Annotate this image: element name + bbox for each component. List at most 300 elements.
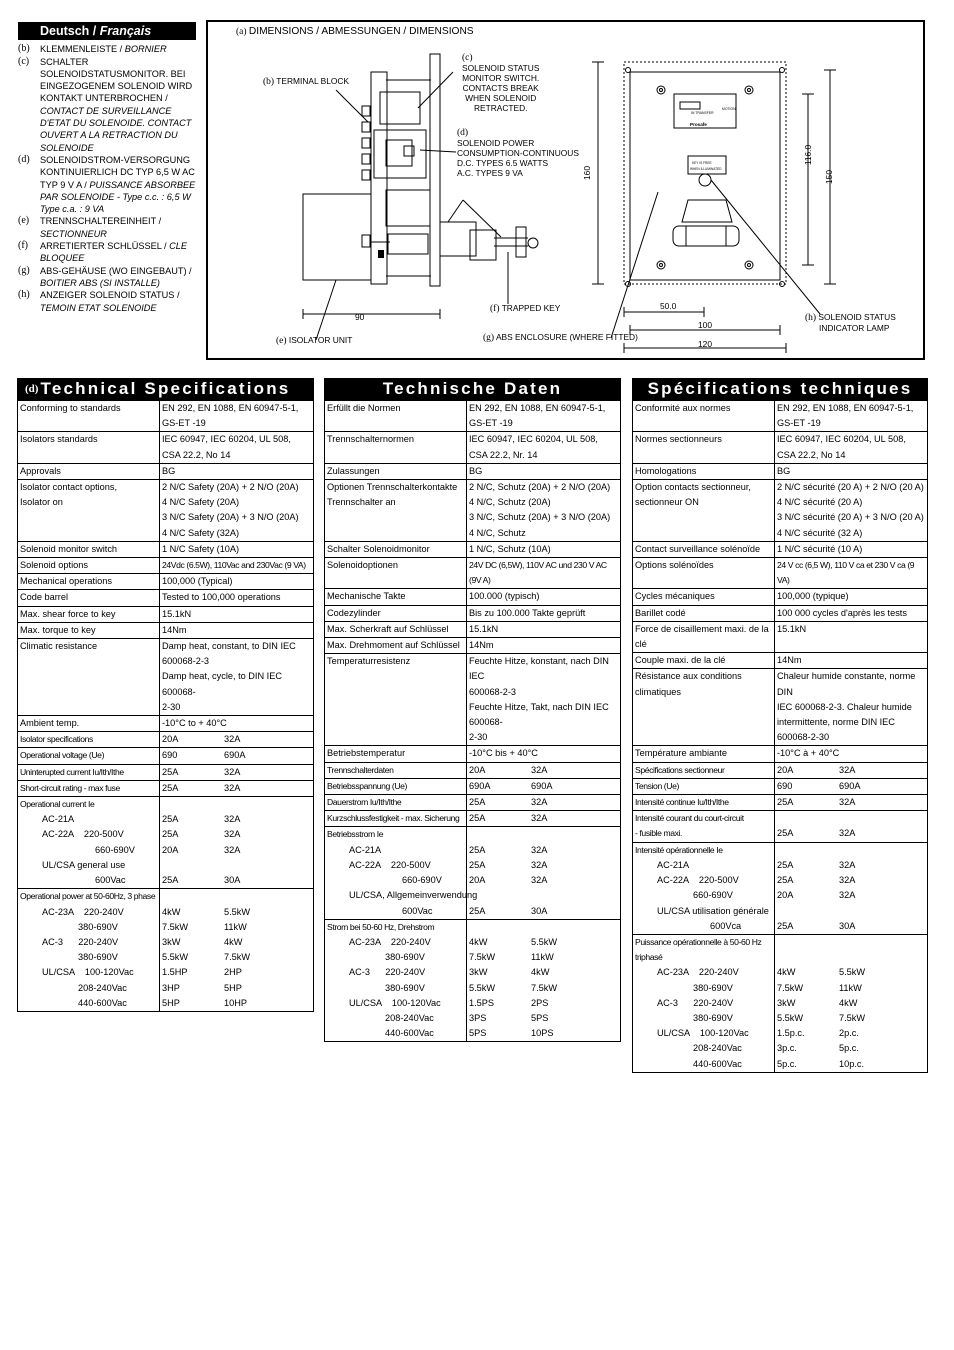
indicator-lamp — [699, 174, 711, 186]
spec-key — [325, 811, 467, 827]
value-32a: 690A — [224, 750, 246, 761]
spec-value — [467, 654, 621, 746]
spec-value-line: 100 000 cycles d'après les tests — [777, 607, 907, 618]
spec-value — [775, 621, 928, 652]
spec-value — [467, 480, 621, 542]
value-32a: 5HP — [224, 982, 242, 993]
spec-sub-key: UL/CSA, Allgemeinverwendung — [349, 890, 478, 901]
spec-key — [633, 558, 775, 589]
spec-value-line — [469, 996, 618, 1011]
value-20a: 3PS — [469, 1012, 487, 1023]
spec-value-line — [777, 1026, 925, 1041]
spec-key — [633, 653, 775, 669]
dim-50: 50.0 — [660, 301, 677, 311]
spec-key — [633, 480, 775, 542]
spec-key — [633, 842, 775, 934]
spec-key — [325, 638, 467, 654]
spec-key-text: Max. Drehmoment auf Schlüssel — [327, 640, 460, 651]
spec-value-line: 600068-2-3 — [469, 686, 516, 697]
spec-value-line — [469, 888, 618, 903]
spec-key — [325, 762, 467, 778]
spec-sub-key: UL/CSA utilisation générale — [657, 905, 769, 916]
value-32a: 30A — [839, 920, 856, 931]
spec-value-line: GS-ET -19 — [777, 418, 821, 429]
value-20a: 25A — [162, 875, 179, 886]
spec-value — [160, 558, 314, 574]
spec-value-line: BG — [162, 465, 176, 476]
spec-key — [633, 401, 775, 432]
spec-row-short-circuit — [633, 811, 928, 842]
spec-value-line — [469, 843, 618, 858]
spec-value-line: IEC 60947, IEC 60204, UL 508, — [469, 434, 598, 445]
spec-row — [18, 432, 314, 463]
spec-key — [325, 558, 467, 589]
value-32a: 5PS — [531, 1012, 549, 1023]
value-32a: 32A — [531, 813, 548, 824]
value-20a: 3p.c. — [777, 1043, 797, 1054]
spec-key — [18, 541, 160, 557]
spec-row — [325, 605, 621, 621]
value-32a: 32A — [839, 764, 856, 775]
spec-value-line — [469, 935, 618, 950]
legend-letter: (e) — [18, 215, 30, 227]
spec-value-line: Damp heat, cycle, to DIN IEC 600068- — [162, 671, 282, 697]
value-20a: 1.5HP — [162, 967, 188, 978]
spec-row — [633, 463, 928, 479]
spec-key-text: Short-circuit rating - max fuse — [20, 782, 120, 793]
spec-value — [775, 778, 928, 794]
legend-text — [40, 43, 196, 55]
spec-sub-key: 660-690V — [402, 875, 442, 886]
dim-100: 100 — [698, 320, 712, 330]
legend-letter: (f) — [18, 240, 28, 252]
key-head — [682, 200, 732, 222]
spec-key-text: Code barrel — [20, 592, 69, 603]
spec-value-line — [777, 950, 925, 965]
spec-value-line — [469, 811, 618, 826]
plate-text-2: WHEN ILLUMINATED — [690, 167, 722, 171]
spec-key — [633, 795, 775, 811]
legend-item — [18, 56, 196, 154]
spec-sub-key: UL/CSA 100-120Vac — [42, 967, 134, 978]
spec-row-uninterrupted — [325, 795, 621, 811]
panel-small-label-1: IN TRANSFER — [691, 111, 714, 115]
spec-row — [18, 480, 314, 542]
spec-key-text: Contact surveillance solénoïde — [635, 543, 761, 554]
diagram-label-line: D.C. TYPES 6.5 WATTS — [457, 158, 549, 168]
spec-value-line — [777, 888, 925, 903]
value-20a: 690 — [777, 780, 793, 791]
spec-key-text: Force de cisaillement maxi. de la clé — [635, 623, 769, 650]
spec-key-text: Codezylinder — [327, 607, 381, 618]
value-32a: 32A — [839, 890, 856, 901]
spec-row — [18, 716, 314, 732]
spec-value-line — [777, 965, 925, 980]
spec-value-line: 3 N/C sécurité (20 A) + 3 N/O (20 A) — [777, 512, 924, 523]
spec-key-text: Isolator contact options, — [20, 482, 118, 493]
value-32a: 32A — [839, 875, 856, 886]
spec-row-iso-spec — [633, 762, 928, 778]
spec-key-text: Solenoidoptionen — [327, 560, 399, 571]
dimension-drawing — [208, 22, 923, 358]
spec-value — [467, 621, 621, 637]
spec-value — [160, 780, 314, 796]
spec-value — [467, 778, 621, 794]
spec-key — [18, 606, 160, 622]
value-20a: 1.5p.c. — [777, 1028, 805, 1039]
value-32a: 7.5kW — [839, 1012, 866, 1023]
spec-value — [160, 574, 314, 590]
spec-row-short-circuit — [325, 811, 621, 827]
spec-sub-key: AC-3 220-240V — [42, 936, 119, 947]
spec-sub-key: AC-21A — [657, 859, 690, 870]
isolator-unit-body — [303, 194, 371, 280]
value-20a: 25A — [777, 828, 794, 839]
value-20a: 20A — [777, 890, 794, 901]
spec-sub-key: 600Vac — [402, 905, 433, 916]
spec-value-line — [469, 1026, 618, 1041]
spec-key-text: Couple maxi. de la clé — [635, 655, 726, 666]
spec-key-text: Climatic resistance — [20, 641, 98, 652]
spec-row — [633, 621, 928, 652]
legend-text-de: SOLENOIDSTROM-VERSORGUNG KONTINUIERLICH DC TYP 6,5 W AC TYP 9 V A / — [40, 154, 195, 190]
spec-sub-key: 380-690V — [78, 952, 118, 963]
value-32a: 7.5kW — [531, 982, 558, 993]
spec-value-line: 4 N/C, Schutz (20A) — [469, 497, 551, 508]
spec-value — [775, 541, 928, 557]
dimensions-diagram — [206, 20, 925, 360]
spec-key-text: Spécifications sectionneur — [635, 764, 725, 775]
value-20a: 3HP — [162, 982, 180, 993]
spec-row-op-power — [18, 889, 314, 1012]
spec-value — [160, 432, 314, 463]
value-20a: 4kW — [469, 936, 488, 947]
spec-sub-key: 600Vac — [95, 875, 126, 886]
value-20a: 20A — [162, 734, 179, 745]
indicator-plate — [688, 156, 726, 174]
spec-key-text: Max. torque to key — [20, 624, 96, 635]
spec-value-line: BG — [469, 465, 483, 476]
spec-value-line — [469, 858, 618, 873]
spec-sub-key: UL/CSA general use — [42, 859, 126, 870]
value-20a: 5p.c. — [777, 1058, 797, 1069]
spec-group-title: triphasé — [635, 952, 663, 963]
language-legend — [18, 22, 196, 314]
diagram-label-line: CONTACTS BREAK — [462, 83, 539, 93]
spec-value-line — [162, 781, 311, 796]
spec-value-line — [162, 981, 311, 996]
spec-row — [18, 463, 314, 479]
spec-key — [325, 621, 467, 637]
spec-value — [467, 919, 621, 1042]
value-32a: 5.5kW — [531, 936, 558, 947]
spec-key-text: - fusible maxi. — [635, 828, 683, 839]
legend-item — [18, 43, 196, 55]
spec-table-french — [632, 378, 928, 1073]
spec-sub-key: AC-23A 220-240V — [349, 936, 431, 947]
spec-key-text: Intensité courant du court-circuit — [635, 813, 744, 824]
spec-key-text: Dauerstrom Iu/Ith/Ithe — [327, 797, 402, 808]
spec-value — [775, 934, 928, 1072]
spec-value — [160, 606, 314, 622]
spec-value-line — [162, 732, 311, 747]
spec-row — [18, 606, 314, 622]
spec-group-title: Operational current Ie — [20, 799, 95, 810]
spec-key — [633, 762, 775, 778]
value-32a: 32A — [839, 828, 856, 839]
spec-value-line: 3 N/C, Schutz (20A) + 3 N/O (20A) — [469, 512, 611, 523]
legend-text-fr: CLE BLOQUEE — [40, 241, 188, 264]
legend-text-de: KLEMMENLEISTE / — [40, 44, 125, 55]
panel-small-label-2: MOTION — [722, 107, 736, 111]
spec-key-text: Homologations — [635, 465, 697, 476]
spec-sub-key: 600Vca — [710, 920, 742, 931]
spec-sub-key: 660-690V — [693, 890, 733, 901]
spec-value-line: 15.1kN — [469, 623, 499, 634]
spec-value — [467, 746, 621, 762]
value-20a: 20A — [777, 764, 794, 775]
spec-row — [633, 589, 928, 605]
value-32a: 10p.c. — [839, 1058, 865, 1069]
spec-key — [325, 795, 467, 811]
mount-plate-right — [430, 54, 440, 286]
spec-value-line: IEC 60947, IEC 60204, UL 508, — [777, 434, 906, 445]
value-32a: 5.5kW — [839, 967, 866, 978]
spec-sub-key: 208-240Vac — [78, 982, 127, 993]
spec-key-text: Option contacts sectionneur, — [635, 482, 751, 493]
spec-key — [18, 889, 160, 1012]
spec-value-line: GS-ET -19 — [469, 418, 513, 429]
spec-key-text: Schalter Solenoidmonitor — [327, 543, 430, 554]
spec-key — [18, 732, 160, 748]
spec-value-line — [777, 1057, 925, 1072]
spec-key — [18, 797, 160, 889]
spec-key-text: Options solénoïdes — [635, 560, 714, 571]
value-32a: 10PS — [531, 1028, 554, 1039]
value-20a: 20A — [469, 875, 486, 886]
spec-key — [325, 463, 467, 479]
spec-row-iso-spec — [325, 762, 621, 778]
spec-group-title: Operational power at 50-60Hz, 3 phase — [20, 891, 156, 902]
value-20a: 5.5kW — [777, 1012, 804, 1023]
spec-key-text: Approvals — [20, 465, 61, 476]
spec-key-text: Isolator specifications — [20, 734, 93, 745]
value-20a: 25A — [777, 920, 794, 931]
spec-value-line: 100.000 (typisch) — [469, 591, 540, 602]
spec-key-text: Normes sectionneurs — [635, 434, 722, 445]
spec-sub-key: 208-240Vac — [693, 1043, 742, 1054]
diagram-label-line: SOLENOID POWER — [457, 138, 535, 148]
value-20a: 1.5PS — [469, 997, 495, 1008]
value-32a: 5p.c. — [839, 1043, 859, 1054]
spec-group-title: Puissance opérationnelle à 50-60 Hz — [635, 936, 762, 947]
value-32a: 32A — [531, 875, 548, 886]
spec-value-line — [777, 811, 925, 841]
spec-row — [325, 558, 621, 589]
spec-row-op-voltage — [18, 748, 314, 764]
value-32a: 4kW — [839, 997, 858, 1008]
spec-value-line: -10°C to + 40°C — [162, 718, 227, 729]
spec-row — [633, 558, 928, 589]
spec-sub-key: 380-690V — [385, 952, 425, 963]
value-20a: 25A — [469, 859, 486, 870]
legend-text-fr: BORNIER — [124, 44, 167, 55]
spec-key — [325, 605, 467, 621]
value-20a: 4kW — [162, 906, 181, 917]
spec-key — [633, 589, 775, 605]
spec-row — [18, 622, 314, 638]
spec-value-line: 1 N/C Safety (10A) — [162, 543, 240, 554]
spec-value — [160, 732, 314, 748]
spec-row — [325, 654, 621, 746]
value-20a: 25A — [469, 797, 486, 808]
diagram-label-line: SOLENOID STATUS — [462, 63, 540, 73]
spec-value-line — [162, 996, 311, 1011]
legend-item — [18, 215, 196, 240]
spec-key-text: Mechanische Takte — [327, 591, 406, 602]
spec-value-line: 2-30 — [162, 701, 181, 712]
spec-value-line: EN 292, EN 1088, EN 60947-5-1, — [469, 403, 606, 413]
dim-160: 160 — [581, 166, 592, 180]
spec-value-line — [777, 919, 925, 934]
spec-value-line — [162, 858, 311, 873]
spec-sub-key: 380-690V — [693, 1012, 733, 1023]
spec-value-line — [162, 905, 311, 920]
spec-key — [325, 778, 467, 794]
value-20a: 5.5kW — [162, 952, 189, 963]
spec-key-text: Betriebsspannung (Ue) — [327, 780, 407, 791]
spec-value — [467, 827, 621, 919]
spec-key — [325, 432, 467, 463]
value-32a: 32A — [224, 766, 241, 777]
legend-item — [18, 240, 196, 265]
spec-key-text: Erfüllt die Normen — [327, 403, 401, 413]
spec-value-line: 14Nm — [777, 655, 802, 666]
spec-value — [775, 842, 928, 934]
spec-row-op-current — [633, 842, 928, 934]
spec-value-line: 14Nm — [469, 640, 494, 651]
legend-letter: (c) — [18, 55, 30, 67]
value-32a: 32A — [224, 814, 241, 825]
spec-sub-key: 660-690V — [95, 844, 135, 855]
spec-value-line: 1 N/C, Schutz (10A) — [469, 543, 551, 554]
diagram-title: (a) DIMENSIONS / ABMESSUNGEN / DIMENSIONS — [236, 26, 474, 37]
spec-row-op-current — [18, 797, 314, 889]
spec-value-line — [162, 765, 311, 780]
value-32a: 32A — [531, 764, 548, 775]
spec-key-text: Température ambiante — [635, 748, 727, 759]
value-32a: 5.5kW — [224, 906, 251, 917]
legend-text — [40, 289, 196, 314]
value-32a: 32A — [224, 734, 241, 745]
spec-key-text: Max. Scherkraft auf Schlüssel — [327, 623, 449, 634]
spec-value — [160, 889, 314, 1012]
spec-key-text: Optionen Trennschalterkontakte — [327, 482, 458, 493]
spec-value-line: 24 V cc (6,5 W), 110 V ca et 230 V ca (9 VA) — [777, 560, 915, 586]
spec-value-line: Feuchte Hitze, konstant, nach DIN IEC — [469, 656, 609, 682]
spec-key — [18, 748, 160, 764]
spec-key — [325, 919, 467, 1042]
spec-value-line — [469, 920, 618, 935]
spec-value-line: EN 292, EN 1088, EN 60947-5-1, — [162, 403, 299, 413]
value-32a: 10HP — [224, 997, 247, 1008]
spec-value-line: 3 N/C Safety (20A) + 3 N/O (20A) — [162, 512, 299, 523]
spec-value-line: IEC 600068-2-3. Chaleur humide — [777, 701, 912, 712]
spec-group-title: Intensité opérationnelle Ie — [635, 844, 723, 855]
value-32a: 690A — [531, 780, 553, 791]
spec-value-line: CSA 22.2, No 14 — [162, 449, 231, 460]
spec-value-line — [777, 904, 925, 919]
spec-key — [633, 669, 775, 746]
value-20a: 25A — [162, 829, 179, 840]
spec-key-text: Tension (Ue) — [635, 780, 679, 791]
value-32a: 32A — [224, 844, 241, 855]
spec-sub-key: AC-3 220-240V — [657, 997, 734, 1008]
spec-value-line — [777, 1011, 925, 1026]
spec-key — [633, 605, 775, 621]
spec-value-line: 600068-2-30 — [777, 732, 830, 743]
spec-key — [18, 480, 160, 542]
legend-text-de: ABS-GEHÄUSE (WO EINGEBAUT) / — [40, 265, 192, 276]
spec-title-french: Spécifications techniques — [632, 378, 928, 400]
spec-value-line — [777, 843, 925, 858]
legend-text-fr: SECTIONNEUR — [40, 228, 107, 239]
legend-text-de: SCHALTER SOLENOIDSTATUSMONITOR. BEI EINGEZOGENEM SOLENOID WIRD KONTAKT UNTERBROCHEN / — [40, 56, 193, 104]
spec-value-line: -10°C à + 40°C — [777, 748, 840, 759]
brand-logo-text: Prosafe — [690, 122, 707, 127]
spec-value — [160, 541, 314, 557]
spec-value — [775, 762, 928, 778]
spec-key — [633, 541, 775, 557]
dim-120: 120 — [698, 339, 712, 349]
spec-sub-key: 380-690V — [78, 921, 118, 932]
spec-row-op-power — [325, 919, 621, 1042]
legend-text-fr: PUISSANCE ABSORBEE PAR SOLENOIDE - Type c.c. : 6,5 W Type c.a. : 9 VA — [40, 179, 196, 215]
spec-table-german — [324, 378, 621, 1042]
spec-row — [325, 463, 621, 479]
spec-key-text: Isolator on — [20, 497, 63, 508]
diagram-label-line: WHEN SOLENOID — [465, 93, 537, 103]
spec-key — [18, 590, 160, 606]
legend-text-de: ANZEIGER SOLENOID STATUS / — [40, 290, 180, 301]
spec-value-line — [162, 797, 311, 812]
spec-key — [18, 432, 160, 463]
spec-value — [467, 762, 621, 778]
spec-value-line: 2 N/C, Schutz (20A) + 2 N/O (20A) — [469, 482, 611, 493]
value-20a: 7.5kW — [469, 952, 496, 963]
spec-value — [775, 432, 928, 463]
spec-value — [775, 605, 928, 621]
spec-value-line — [469, 779, 618, 794]
value-32a: 32A — [531, 844, 548, 855]
spec-value — [160, 764, 314, 780]
value-20a: 25A — [777, 797, 794, 808]
spec-value-line: Chaleur humide constante, norme DIN — [777, 671, 916, 697]
legend-letter: (b) — [18, 43, 30, 55]
spec-value-line: 4 N/C, Schutz — [469, 527, 526, 538]
spec-value — [775, 480, 928, 542]
value-32a: 11kW — [531, 952, 554, 963]
spec-value-line: 1 N/C sécurité (10 A) — [777, 543, 863, 554]
spec-value-line: Feuchte Hitze, Takt, nach DIN IEC 600068- — [469, 701, 609, 728]
spec-sub-key: AC-21A — [349, 844, 382, 855]
spec-sub-key: AC-3 220-240V — [349, 967, 426, 978]
legend-letter: (g) — [18, 264, 30, 276]
spec-value-line: 14Nm — [162, 624, 187, 635]
spec-key — [325, 746, 467, 762]
spec-row — [325, 432, 621, 463]
value-20a: 7.5kW — [777, 982, 804, 993]
